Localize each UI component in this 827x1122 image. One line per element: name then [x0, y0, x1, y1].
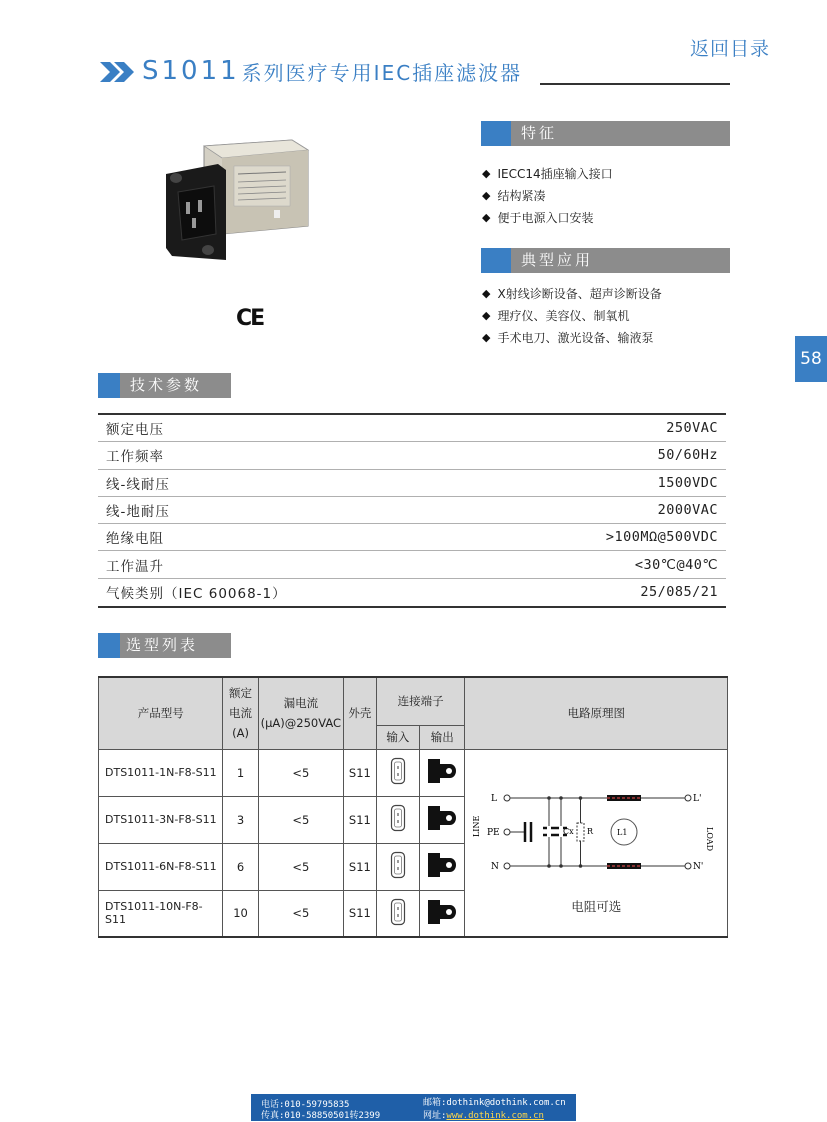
header-model: 产品型号 [99, 677, 223, 749]
list-item: ◆ 理疗仪、美容仪、制氧机 [482, 305, 662, 327]
applications-heading: 典型应用 [521, 251, 594, 269]
diamond-bullet-icon: ◆ [482, 287, 491, 300]
header-housing: 外壳 [344, 677, 377, 749]
list-item: ◆ 结构紧凑 [482, 185, 613, 207]
iec-socket-icon [390, 851, 406, 879]
param-row: 额定电压 250VAC [98, 415, 726, 442]
applications-list [482, 283, 662, 349]
svg-text:N: N [491, 861, 500, 872]
svg-text:L1: L1 [617, 827, 628, 837]
input-terminal-cell [376, 890, 419, 937]
tech-params-section-header [98, 373, 231, 398]
page-title [100, 52, 522, 86]
footer-email[interactable]: 邮箱:dothink@dothink.com.cn [423, 1098, 566, 1108]
output-terminal-cell [420, 749, 465, 796]
applications-section-header [481, 248, 730, 273]
svg-text:L: L [491, 793, 498, 804]
param-row: 线-线耐压 1500VDC [98, 470, 726, 497]
selection-table [98, 676, 728, 938]
svg-text:PE: PE [487, 827, 500, 838]
spade-terminal-icon [426, 850, 458, 880]
footer-fax: 传真:010-58850501转2399 [261, 1111, 381, 1121]
features-list [482, 163, 613, 229]
spade-terminal-icon [426, 803, 458, 833]
diamond-bullet-icon: ◆ [482, 211, 491, 224]
ce-mark: CE [236, 306, 264, 331]
header-rated-current: 额定电流(A) [223, 677, 258, 749]
iec-socket-icon [390, 804, 406, 832]
input-terminal-cell [376, 749, 419, 796]
diamond-bullet-icon: ◆ [482, 309, 491, 322]
footer-web-link[interactable]: www.dothink.com.cn [446, 1111, 544, 1121]
svg-text:R: R [587, 826, 594, 836]
page-number-tab: 58 [795, 336, 827, 382]
param-row: 气候类别（IEC 60068-1） 25/085/21 [106, 584, 718, 603]
tech-params-table [98, 413, 726, 608]
svg-text:Cx: Cx [563, 826, 574, 836]
input-terminal-cell [376, 843, 419, 890]
diamond-bullet-icon: ◆ [482, 331, 491, 344]
title-text: 系列医疗专用IEC插座滤波器 [241, 61, 523, 85]
output-terminal-cell [420, 843, 465, 890]
back-to-contents-link[interactable]: 返回目录 [690, 38, 771, 60]
header-circuit: 电路原理图 [465, 677, 728, 749]
header-leakage: 漏电流(μA)@250VAC [258, 677, 343, 749]
list-item: ◆ 手术电刀、激光设备、输液泵 [482, 327, 662, 349]
spade-terminal-icon [426, 897, 458, 927]
header-terminals: 连接端子 [376, 677, 465, 725]
circuit-diagram-cell [465, 749, 728, 937]
footer-phone: 电话:010-59795835 [261, 1100, 350, 1110]
footer-web: 网址:www.dothink.com.cn [423, 1111, 544, 1121]
output-terminal-cell [420, 796, 465, 843]
list-item: ◆ IECC14插座输入接口 [482, 163, 613, 185]
load-side-label: LOAD [705, 826, 715, 851]
double-chevron-icon [100, 58, 136, 86]
diamond-bullet-icon: ◆ [482, 189, 491, 202]
title-underline [540, 83, 730, 85]
param-row: 工作频率 50/60Hz [98, 442, 726, 469]
table-row: DTS1011-3N-F8-S11 3 <5 S11 [99, 796, 728, 843]
features-heading: 特征 [521, 124, 558, 142]
contact-footer [251, 1094, 576, 1121]
svg-text:N': N' [693, 861, 704, 872]
param-row: 工作温升 <30℃@40℃ [98, 551, 726, 578]
param-row: 绝缘电阻 >100MΩ@500VDC [98, 524, 726, 551]
circuit-note: 电阻可选 [571, 898, 622, 914]
iec-socket-icon [390, 757, 406, 785]
diamond-bullet-icon: ◆ [482, 167, 491, 180]
selection-section-header [98, 633, 231, 658]
table-row: DTS1011-6N-F8-S11 6 <5 S11 [99, 843, 728, 890]
input-terminal-cell [376, 796, 419, 843]
list-item: ◆ 便于电源入口安装 [482, 207, 613, 229]
header-input: 输入 [376, 725, 419, 749]
features-section-header [481, 121, 730, 146]
circuit-schematic [467, 771, 725, 881]
output-terminal-cell [420, 890, 465, 937]
line-side-label: LINE [472, 815, 482, 837]
title-model: S1011 [142, 56, 240, 86]
spade-terminal-icon [426, 756, 458, 786]
tech-params-heading: 技术参数 [130, 376, 203, 394]
iec-socket-icon [390, 898, 406, 926]
header-output: 输出 [420, 725, 465, 749]
list-item: ◆ X射线诊断设备、超声诊断设备 [482, 283, 662, 305]
svg-text:L': L' [693, 793, 702, 804]
selection-heading: 选型列表 [126, 636, 199, 654]
param-row: 线-地耐压 2000VAC [98, 497, 726, 524]
table-row: DTS1011-1N-F8-S11 1 <5 S11 LINE LOAD L PE N Cx R L1 L' N' 电阻可选 [99, 749, 728, 796]
product-photo [162, 130, 310, 264]
table-row: DTS1011-10N-F8-S11 10 <5 S11 [99, 890, 728, 937]
